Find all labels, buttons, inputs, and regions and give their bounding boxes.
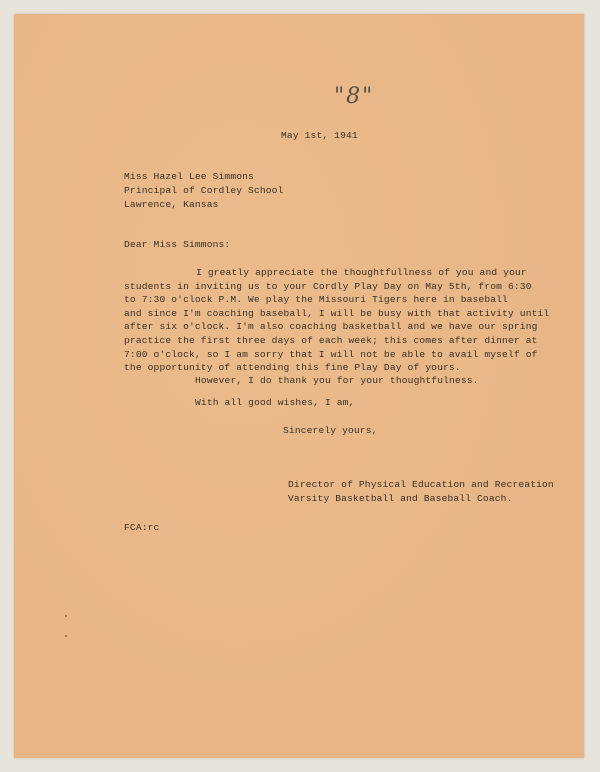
closing: Sincerely yours,	[283, 425, 378, 436]
wishes-line: With all good wishes, I am,	[195, 397, 355, 408]
letter-body	[124, 266, 549, 375]
body-line: students in inviting us to your Cordly Play Day on May 5th, from 6:30	[124, 280, 532, 292]
signature-title-line: Varsity Basketball and Baseball Coach.	[288, 493, 513, 504]
letter-page	[14, 14, 584, 758]
body-line: after six o'clock. I'm also coaching basketball and we have our spring	[124, 321, 538, 333]
thanks-line: However, I do thank you for your thoughtfulness.	[195, 375, 479, 386]
pinhole-mark	[65, 635, 67, 637]
page-number-mark: "8"	[334, 84, 375, 109]
body-line: the opportunity of attending this fine Play Day of yours.	[124, 362, 461, 374]
body-line: 7:00 o'clock, so I am sorry that I will not be able to avail myself of	[124, 348, 538, 360]
body-line: and since I'm coaching baseball, I will be busy with that activity until	[124, 307, 550, 319]
signature-title-line: Director of Physical Education and Recreation	[288, 479, 554, 490]
salutation: Dear Miss Simmons:	[124, 239, 231, 250]
recipient-location: Lawrence, Kansas	[124, 199, 219, 210]
body-line: to 7:30 o'clock P.M. We play the Missouri Tigers here in baseball	[124, 294, 508, 306]
body-line: practice the first three days of each week; this comes after dinner at	[124, 334, 538, 346]
recipient-name: Miss Hazel Lee Simmons	[124, 171, 254, 182]
body-line: I greatly appreciate the thoughtfullness of you and your	[196, 267, 527, 278]
pinhole-mark	[65, 615, 67, 617]
letter-date: May 1st, 1941	[281, 130, 358, 141]
typist-initials: FCA:rc	[124, 522, 160, 533]
recipient-title: Principal of Cordley School	[124, 185, 284, 196]
